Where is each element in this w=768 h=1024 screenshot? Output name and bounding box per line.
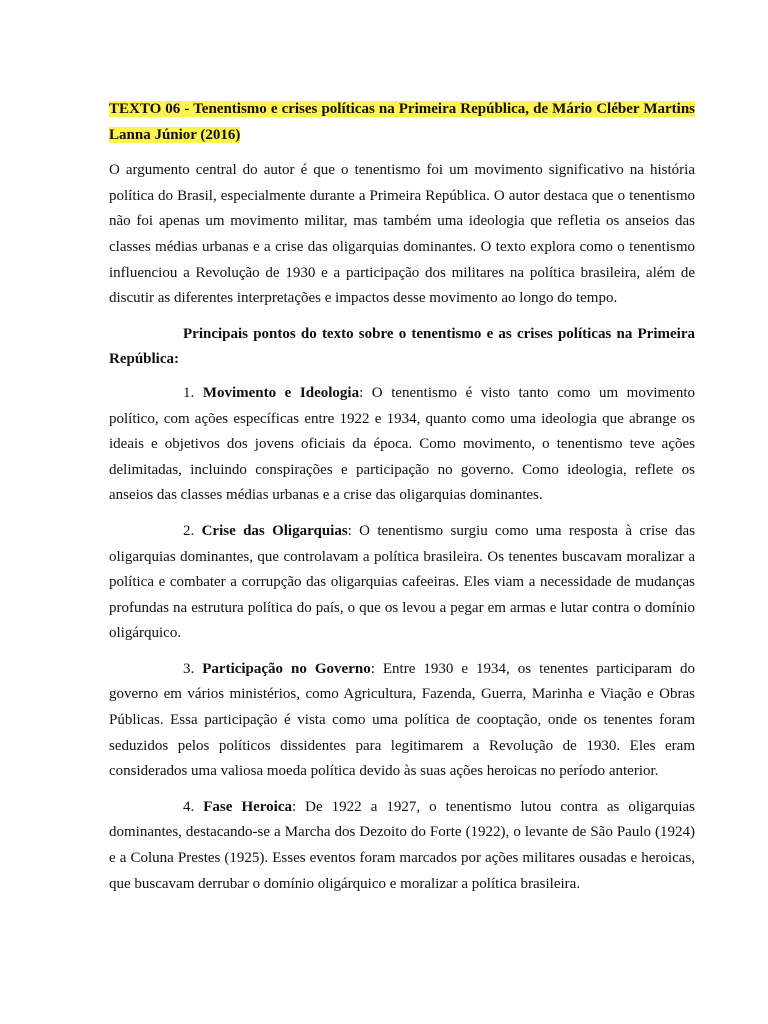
item-heading: Crise das Oligarquias — [201, 522, 348, 539]
document-page — [109, 97, 695, 907]
item-number: 3. — [183, 660, 195, 677]
list-item — [109, 519, 695, 647]
list-item — [109, 795, 695, 897]
document-title — [109, 97, 695, 148]
item-heading: Fase Heroica — [203, 798, 292, 815]
item-number: 2. — [183, 522, 195, 539]
section-subheading: Principais pontos do texto sobre o tenentismo e as crises políticas na Primeira República: — [109, 325, 695, 368]
item-text: : O tenentismo surgiu como uma resposta à crise das oligarquias dominantes, que controlavam a política brasileira. Os tenentes buscavam moralizar a política e combater a corrupção das oligarquias cafeeiras. Eles viam a necessidade de mudanças profundas na estrutura política do país, o que os levou a pegar em armas e lutar contra o domínio oligárquico. — [109, 522, 695, 642]
item-text: : De 1922 a 1927, o tenentismo lutou contra as oligarquias dominantes, destacando-se a Marcha dos Dezoito do Forte (1922), o levante de São Paulo (1924) e a Coluna Prestes (1925). Esses eventos foram marcados por ações militares ousadas e heroicas, que buscavam derrubar o domínio oligárquico e moralizar a política brasileira. — [109, 798, 695, 892]
item-text: : Entre 1930 e 1934, os tenentes participaram do governo em vários ministérios, como Agricultura, Fazenda, Guerra, Marinha e Viação e Obras Públicas. Essa participação é vista como uma política de cooptação, onde os tenentes foram seduzidos pelos políticos dissidentes para legitimarem a Revolução de 1930. Eles eram considerados uma valiosa moeda política devido às suas ações heroicas no período anterior. — [109, 660, 695, 780]
item-text: : O tenentismo é visto tanto como um movimento político, com ações específicas entre 1922 e 1934, quanto como uma ideologia que abrange os ideais e objetivos dos jovens oficiais da época. Como movimento, o tenentismo teve ações delimitadas, incluindo conspirações e participação no governo. Como ideologia, reflete os anseios das classes médias urbanas e a crise das oligarquias dominantes. — [109, 384, 695, 504]
list-item — [109, 381, 695, 509]
title-highlight: TEXTO 06 - Tenentismo e crises políticas na Primeira República, de Mário Cléber Martins Lanna Júnior (2016) — [109, 101, 695, 143]
list-item — [109, 657, 695, 785]
item-number: 4. — [183, 798, 195, 815]
item-heading: Participação no Governo — [202, 660, 371, 677]
intro-paragraph: O argumento central do autor é que o tenentismo foi um movimento significativo na história política do Brasil, especialmente durante a Primeira República. O autor destaca que o tenentismo não foi apenas um movimento militar, mas também uma ideologia que refletia os anseios das classes médias urbanas e a crise das oligarquias dominantes. O texto explora como o tenentismo influenciou a Revolução de 1930 e a participação dos militares na política brasileira, além de discutir as diferentes interpretações e impactos desse movimento ao longo do tempo. — [109, 162, 695, 307]
item-number: 1. — [183, 384, 195, 401]
item-heading: Movimento e Ideologia — [202, 384, 360, 401]
